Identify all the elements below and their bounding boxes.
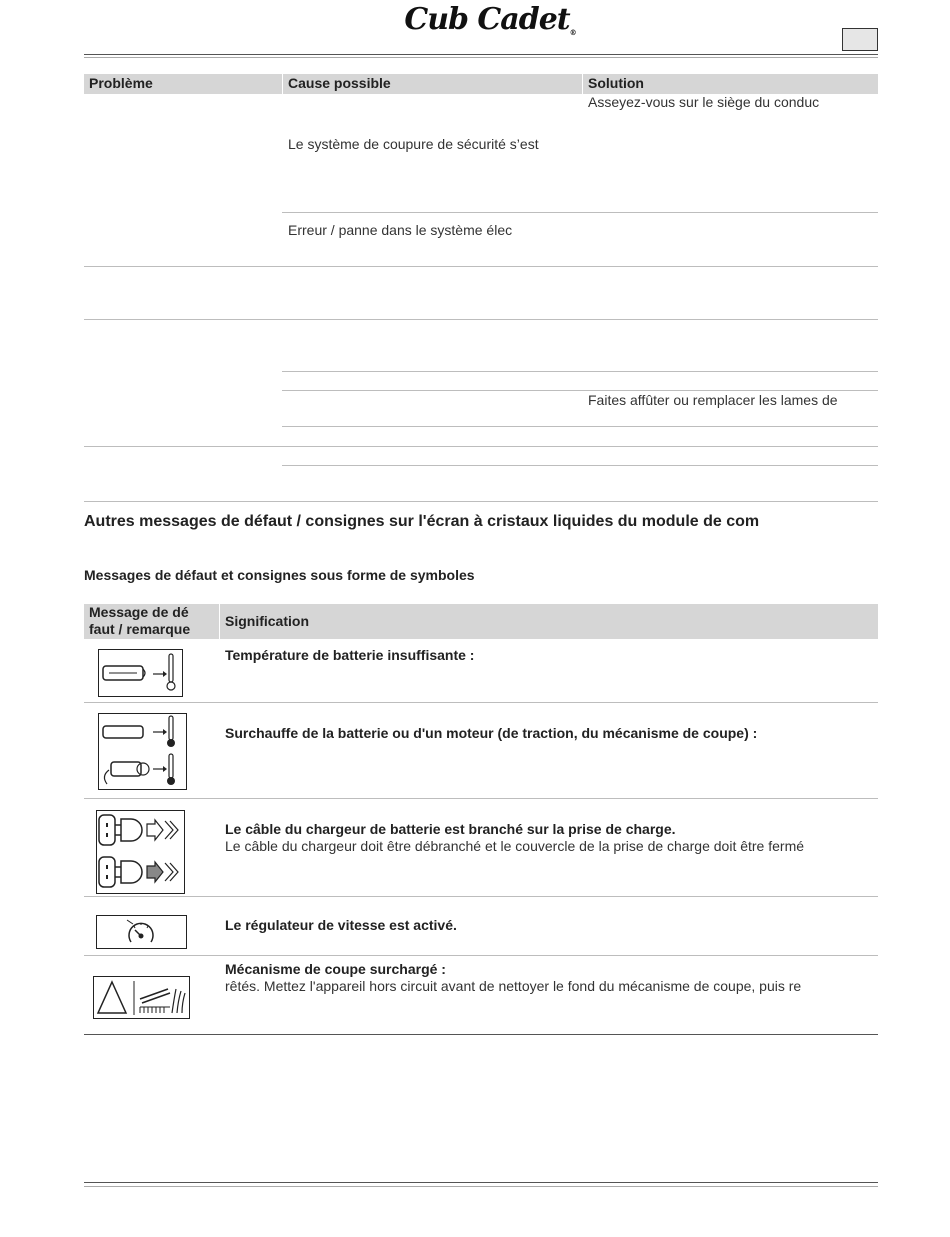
row-title: Température de batterie insuffisante : [225,647,475,663]
header-separator [219,604,220,639]
row-divider [84,702,878,703]
cause-cell: Le système de coupure de sécurité s’est [288,136,539,152]
row-divider [282,212,878,213]
table-header [84,74,878,94]
page-number-box [842,28,878,51]
header-probleme: Problème [89,75,153,91]
header-cause: Cause possible [282,74,582,94]
troubleshooting-table [84,74,878,504]
row-divider [84,798,878,799]
battery-motor-overheat-icon [98,713,187,790]
header-solution: Solution [582,74,878,94]
row-divider [84,266,878,267]
section-title: Autres messages de défaut / consignes sur l'écran à cristaux liquides du module de com [84,513,760,530]
row-divider [282,465,878,466]
footer-rule [84,1182,878,1183]
brand-logo: Cub Cadet® [404,2,576,37]
row-text: Le câble du chargeur doit être débranché et le couvercle de la prise de charge doit être fermé [225,838,805,854]
row-divider [282,390,878,391]
solution-cell: Faites affûter ou remplacer les lames de [588,392,838,408]
row-divider [84,446,878,447]
header-rule [84,54,878,55]
section-subtitle: Messages de défaut et consignes sous forme de symboles [84,567,475,583]
table-bottom-rule [84,1034,878,1035]
header-signification: Signification [225,613,309,629]
row-title: Le câble du chargeur de batterie est branché sur la prise de charge. [225,821,676,837]
row-title: Mécanisme de coupe surchargé : [225,961,446,977]
speed-regulator-icon [96,915,187,949]
cutting-overload-warning-icon [93,976,190,1019]
table-header [84,604,878,639]
row-title: Surchauffe de la batterie ou d'un moteur (de traction, du mécanisme de coupe) : [225,725,758,741]
row-title: Le régulateur de vitesse est activé. [225,917,457,933]
row-divider [84,955,878,956]
cause-cell: Erreur / panne dans le système élec [288,222,513,238]
row-divider [282,371,878,372]
row-divider [84,896,878,897]
row-text: rêtés. Mettez l'appareil hors circuit avant de nettoyer le fond du mécanisme de coupe, puis re [225,978,802,994]
header-rule-thin [84,57,878,58]
header-message: Message de dé faut / remarque [89,604,191,637]
row-divider [84,501,878,502]
row-divider [282,426,878,427]
battery-cold-icon [98,649,183,697]
footer-rule-thin [84,1186,878,1187]
charger-plug-icon [96,810,185,894]
symbols-table [84,604,878,1036]
solution-cell: Asseyez-vous sur le siège du conduc [588,94,820,110]
row-divider [84,319,878,320]
